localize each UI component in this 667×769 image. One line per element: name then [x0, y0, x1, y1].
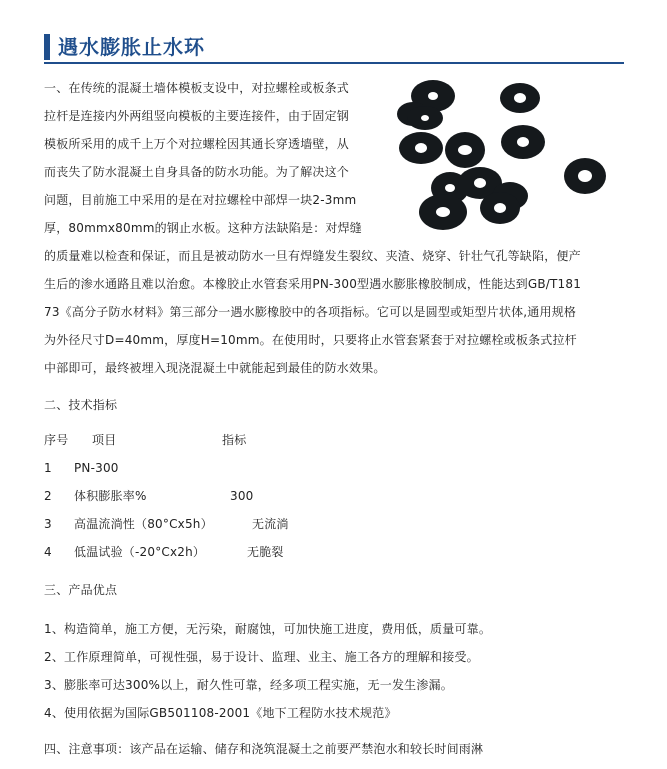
- advantage-item: 3、膨胀率可达300%以上，耐久性可靠，经多项工程实施，无一发生渗漏。: [44, 678, 453, 692]
- title-accent-bar: [44, 34, 50, 60]
- notice-text: 四、注意事项：该产品在运输、储存和浇筑混凝土之前要严禁泡水和较长时间雨淋: [44, 742, 484, 756]
- tech-col-item: 项目: [92, 433, 117, 447]
- title-bar: [44, 34, 624, 64]
- tech-row-item: 高温流淌性（80°Cx5h）: [74, 517, 213, 531]
- intro-line: 的质量难以检查和保证，而且是被动防水一旦有焊缝发生裂纹、夹渣、烧穿、针壮气孔等缺陷，便产: [44, 249, 581, 263]
- tech-col-value: 指标: [222, 433, 247, 447]
- intro-line: 而丧失了防水混凝土自身具备的防水功能。为了解决这个: [44, 165, 350, 179]
- intro-line: 一、在传统的混凝土墙体模板支设中，对拉螺栓或板条式: [44, 81, 350, 95]
- page-title: 遇水膨胀止水环: [58, 35, 205, 59]
- tech-row-item: PN-300: [74, 461, 119, 475]
- intro-line: 模板所采用的成千上万个对拉螺栓因其通长穿透墙壁，从: [44, 137, 350, 151]
- tech-row-value: 无脆裂: [247, 545, 284, 559]
- advantages-heading: 三、产品优点: [44, 583, 118, 597]
- tech-row-no: 2: [44, 489, 52, 503]
- intro-line: 为外径尺寸D=40mm，厚度H=10mm。在使用时，只要将止水管套紧套于对拉螺栓或板条式拉杆: [44, 333, 577, 347]
- tech-row-value: 300: [230, 489, 254, 503]
- tech-row-no: 3: [44, 517, 52, 531]
- intro-line: 中部即可，最终被埋入现浇混凝土中就能起到最佳的防水效果。: [44, 361, 386, 375]
- advantage-item: 1、构造简单，施工方便，无污染，耐腐蚀，可加快施工进度，费用低，质量可靠。: [44, 622, 492, 636]
- intro-line: 拉杆是连接内外两组竖向模板的主要连接件，由于固定钢: [44, 109, 350, 123]
- intro-line: 问题，目前施工中采用的是在对拉螺栓中部焊一块2-3mm: [44, 193, 357, 207]
- product-photo: [395, 78, 625, 238]
- tech-row-value: 无流淌: [252, 517, 289, 531]
- advantage-item: 2、工作原理简单，可视性强，易于设计、监理、业主、施工各方的理解和接受。: [44, 650, 479, 664]
- tech-row-item: 体积膨胀率%: [74, 489, 147, 503]
- intro-line: 厚，80mmx80mm的钢止水板。这种方法缺陷是：对焊缝: [44, 221, 363, 235]
- advantage-item: 4、使用依据为国际GB501108-2001《地下工程防水技术规范》: [44, 706, 397, 720]
- intro-line: 73《高分子防水材料》第三部分一遇水膨橡胶中的各项指标。它可以是圆型或矩型片状体,通用规格: [44, 305, 577, 319]
- tech-heading: 二、技术指标: [44, 398, 118, 412]
- tech-row-no: 4: [44, 545, 52, 559]
- tech-row-item: 低温试验（-20°Cx2h）: [74, 545, 206, 559]
- tech-col-no: 序号: [44, 433, 69, 447]
- tech-row-no: 1: [44, 461, 52, 475]
- rubber-ring-image: [397, 80, 606, 230]
- intro-line: 生后的渗水通路且难以治愈。本橡胶止水管套采用PN-300型遇水膨胀橡胶制成，性能达到GB/T181: [44, 277, 582, 291]
